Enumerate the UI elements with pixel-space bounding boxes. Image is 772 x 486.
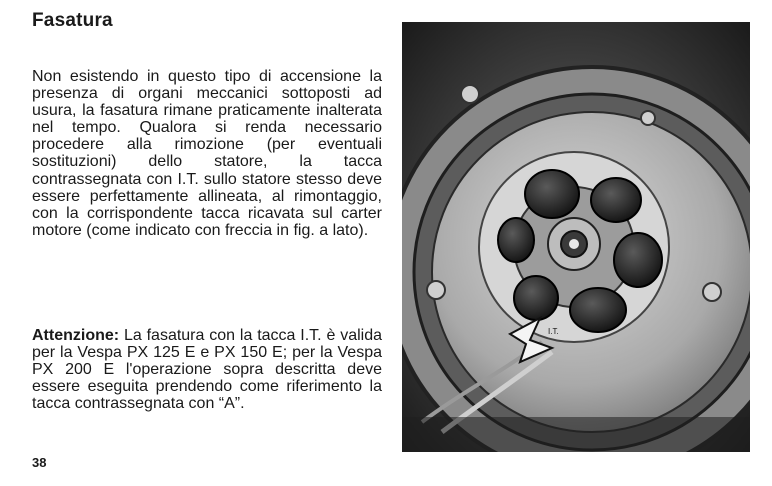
bolt bbox=[427, 281, 445, 299]
paragraph-warning bbox=[32, 327, 382, 412]
stator-photo bbox=[402, 22, 750, 452]
bolt bbox=[461, 85, 479, 103]
warning-label: Attenzione: bbox=[32, 327, 120, 344]
bolt bbox=[641, 111, 655, 125]
paragraph-timing: Non esistendo in questo tipo di accensione la presenza di organi meccanici sottoposti ad usura, la fasatura rimane praticamente inalterata nel tempo. Qualora si renda necessario procedere alla rimozione (per eventuali sostituzioni) dello statore, la tacca contrassegnata con I.T. sullo statore stesso deve essere perfettamente allineata, al rimontaggio, con la corrispondente tacca ricavata sul carter motore (come indicato con freccia in fig. a lato). bbox=[32, 68, 382, 239]
warning-body: La fasatura con la tacca I.T. è valida per la Vespa PX 125 E e PX 150 E; per la Vespa PX 200 E l'operazione sopra descritta deve essere eseguita prendendo come riferimento la tacca contrassegnata con “A”. bbox=[32, 327, 382, 413]
text-column bbox=[32, 10, 384, 413]
section-heading: Fasatura bbox=[32, 10, 113, 31]
stator-mark-label: I.T. bbox=[548, 327, 559, 336]
page-number: 38 bbox=[32, 455, 47, 470]
bolt bbox=[703, 283, 721, 301]
stator-illustration bbox=[402, 22, 750, 452]
